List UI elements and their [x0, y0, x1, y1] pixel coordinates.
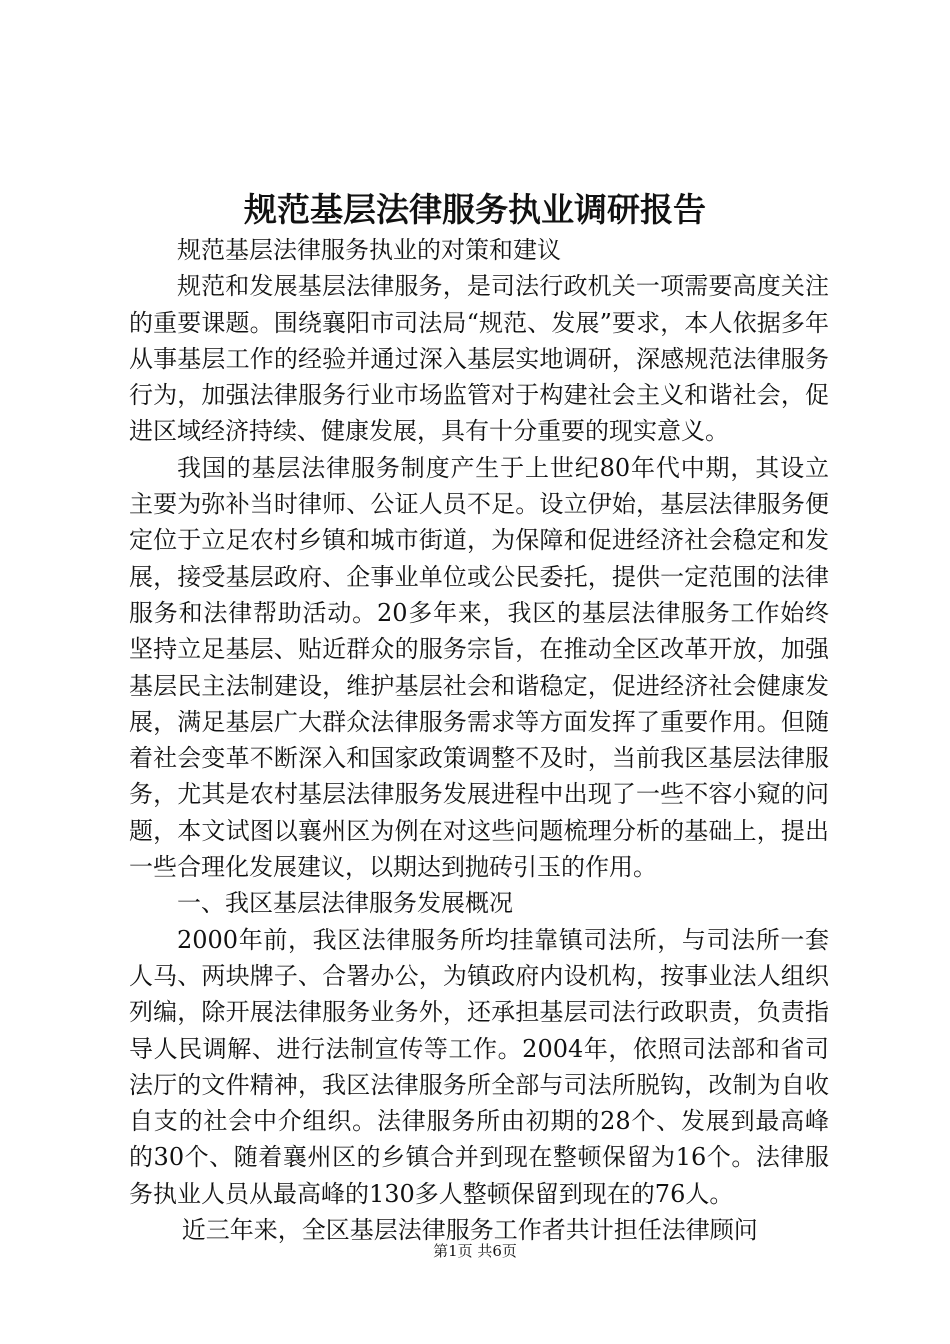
- paragraph: 近三年来，全区基层法律服务工作者共计担任法律顾问: [181, 1216, 758, 1245]
- paragraph: 我国的基层法律服务制度产生于上世纪80年代中期，其设立主要为弥补当时律师、公证人员不足。设立伊始，基层法律服务便定位于立足农村乡镇和城市街道，为保障和促进经济社会稳定和发展，接受基层政府、企事业单位或公民委托，提供一定范围的法律服务和法律帮助活动。20多年来，我区的基层法律服务工作始终坚持立足基层、贴近群众的服务宗旨，在推动全区改革开放，加强基层民主法制建设，维护基层社会和谐稳定，促进经济社会健康发展，满足基层广大群众法律服务需求等方面发挥了重要作用。但随着社会变革不断深入和国家政策调整不及时，当前我区基层法律服务，尤其是农村基层法律服务发展进程中出现了一些不容小窥的问题，本文试图以襄州区为例在对这些问题梳理分析的基础上，提出一些合理化发展建议，以期达到抛砖引玉的作用。: [129, 453, 829, 882]
- page-number-footer: 第1页 共6页: [433, 1242, 517, 1260]
- section-heading: 一、我区基层法律服务发展概况: [177, 889, 513, 918]
- document-body: [129, 232, 829, 1248]
- paragraph: 2000年前，我区法律服务所均挂靠镇司法所，与司法所一套人马、两块牌子、合署办公，为镇政府内设机构，按事业法人组织列编，除开展法律服务业务外，还承担基层司法行政职责，负责指导人民调解、进行法制宣传等工作。2004年，依照司法部和省司法厅的文件精神，我区法律服务所全部与司法所脱钩，改制为自收自支的社会中介组织。法律服务所由初期的28个、发展到最高峰的30个、随着襄州区的乡镇合并到现在整顿保留为16个。法律服务执业人员从最高峰的130多人整顿保留到现在的76人。: [129, 925, 829, 1208]
- paragraph: 规范和发展基层法律服务，是司法行政机关一项需要高度关注的重要课题。围绕襄阳市司法局“规范、发展”要求，本人依据多年从事基层工作的经验并通过深入基层实地调研，深感规范法律服务行为，加强法律服务行业市场监管对于构建社会主义和谐社会，促进区域经济持续、健康发展，具有十分重要的现实意义。: [129, 272, 829, 446]
- document-title: 规范基层法律服务执业调研报告: [244, 190, 706, 229]
- section-heading: 规范基层法律服务执业的对策和建议: [177, 236, 561, 264]
